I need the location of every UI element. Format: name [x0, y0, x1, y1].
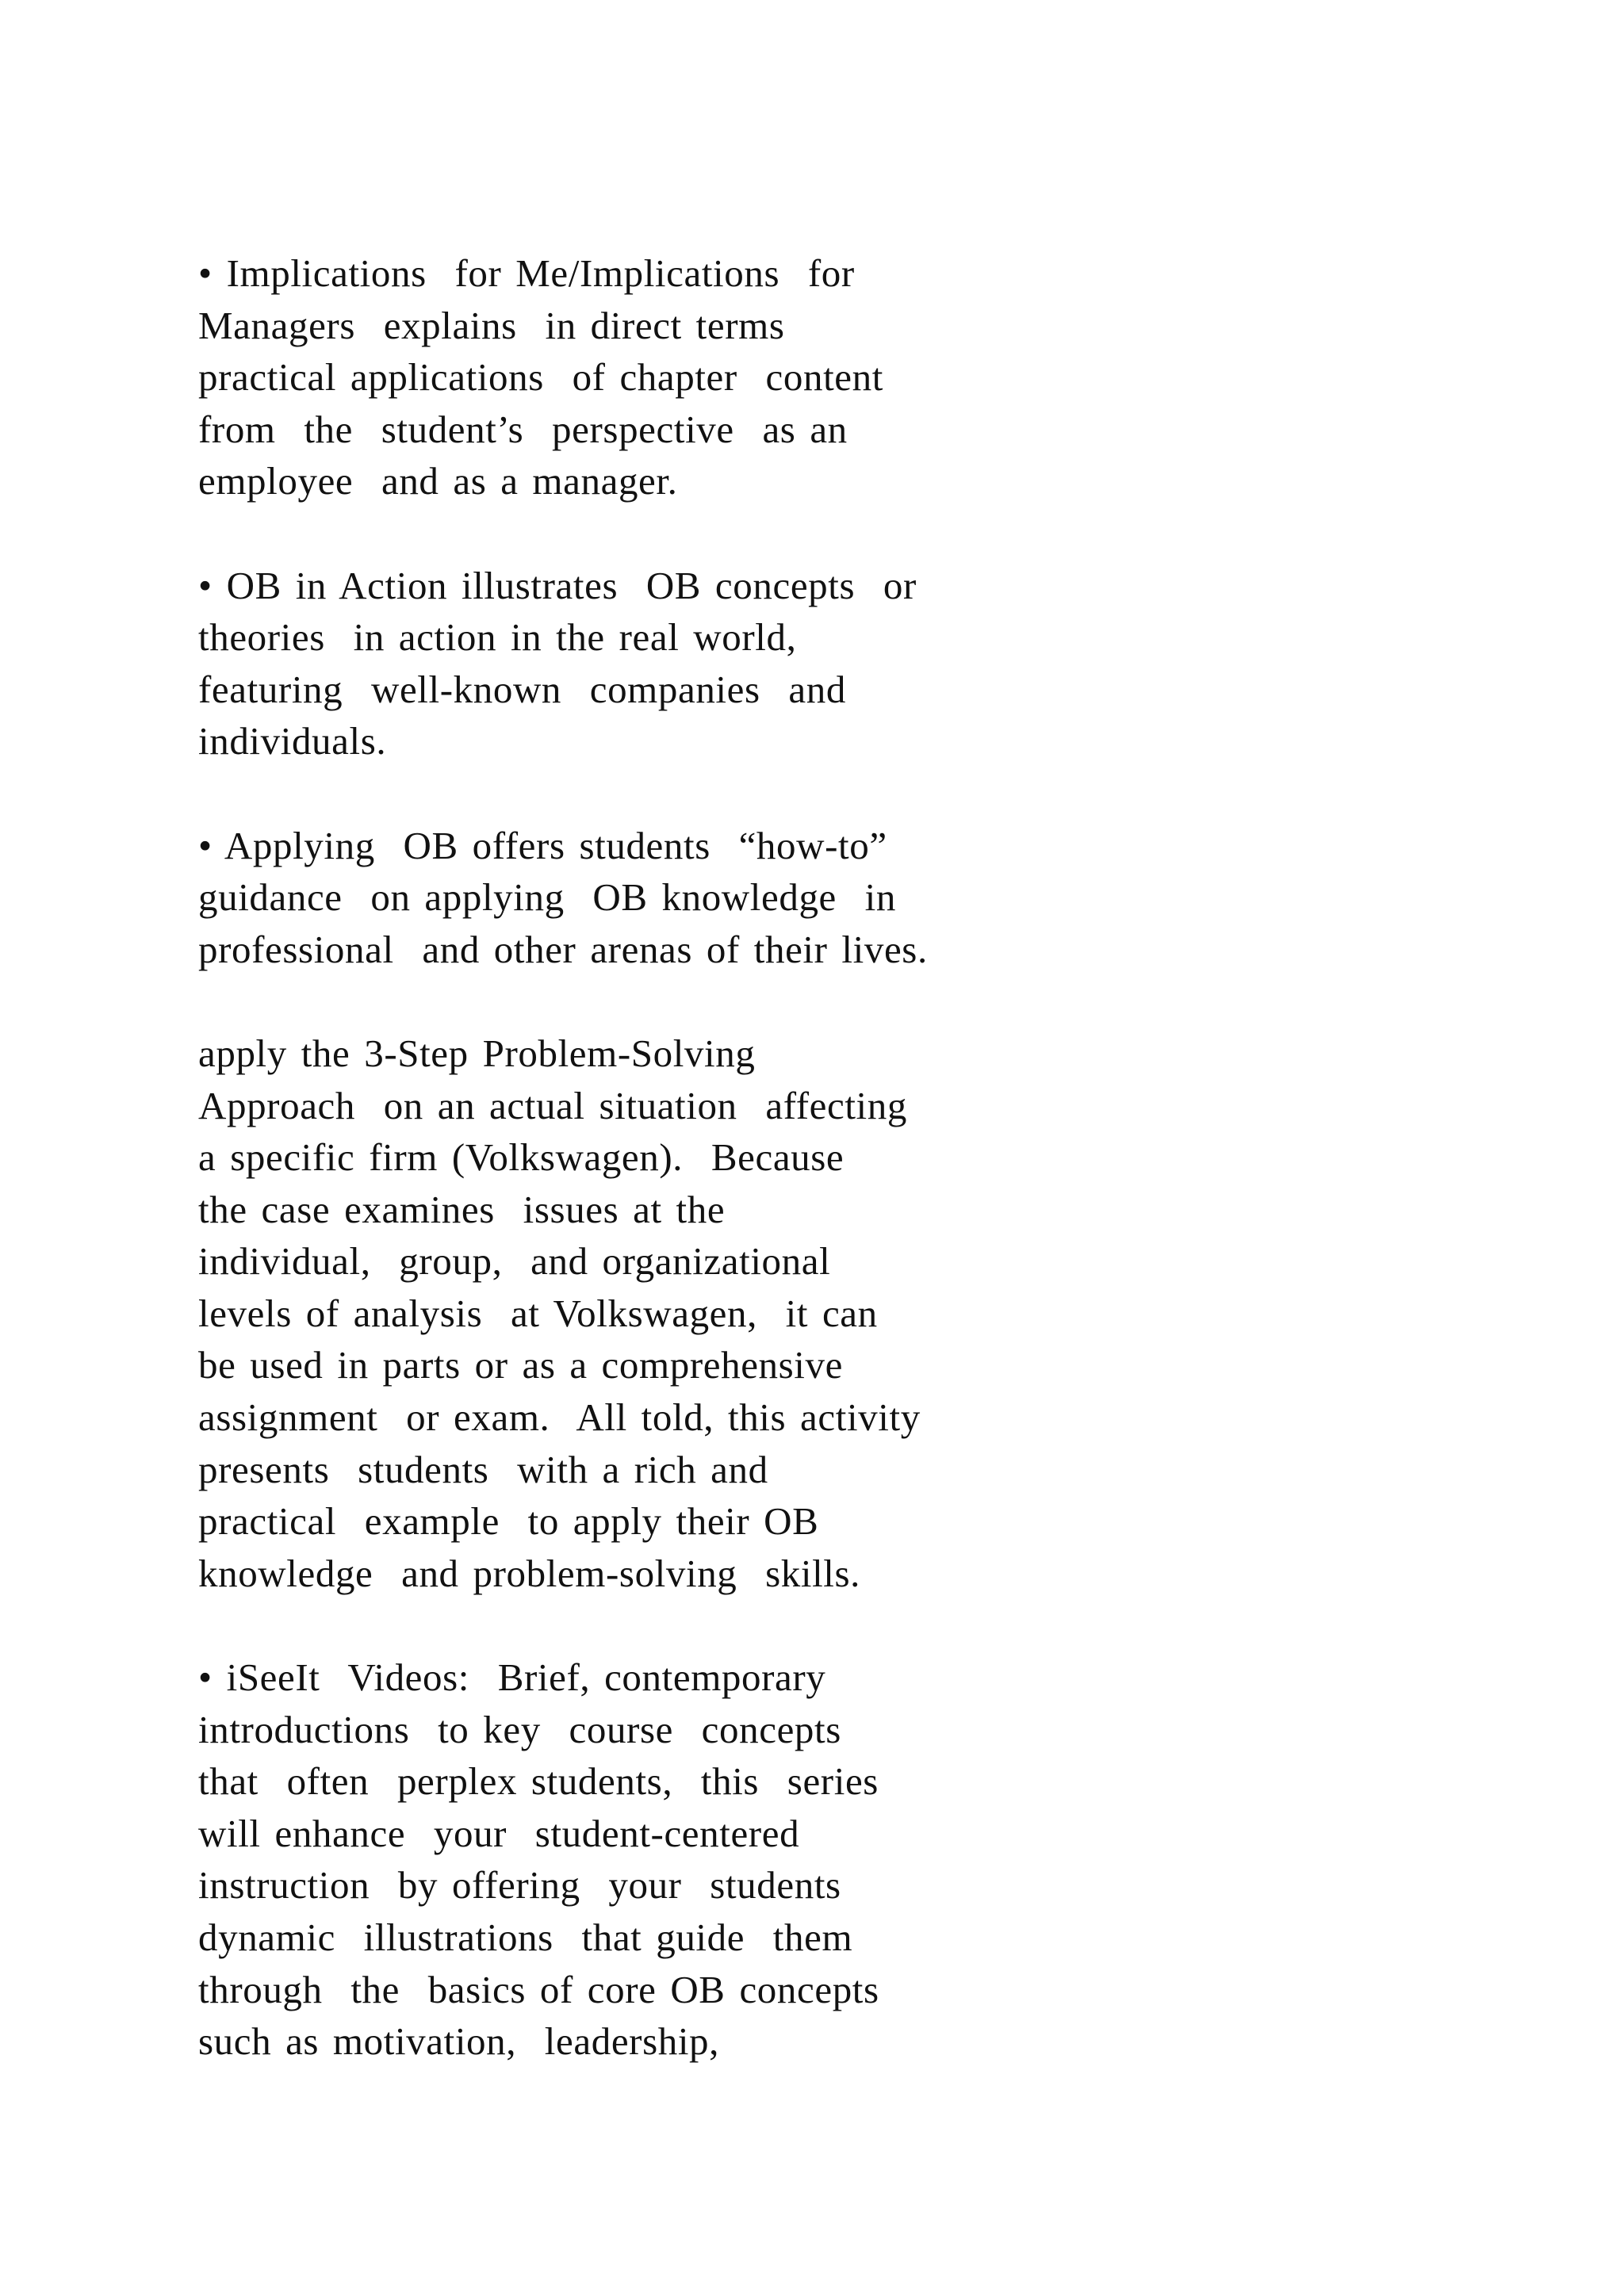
text-line: individual, group, and organizational [198, 1239, 831, 1284]
text-line: be used in parts or as a comprehensive [198, 1343, 843, 1387]
text-line: the case examines issues at the [198, 1187, 726, 1231]
text-line: levels of analysis at Volkswagen, it can [198, 1291, 878, 1335]
text-line: through the basics of core OB concepts [198, 1967, 879, 2011]
text-line: • Applying OB offers students “how-to” [198, 823, 887, 867]
text-line: dynamic illustrations that guide them [198, 1915, 853, 1959]
text-line: instruction by offering your students [198, 1863, 841, 1908]
paragraph-problem-solving [198, 1027, 1388, 1600]
text-line: guidance on applying OB knowledge in [198, 875, 896, 920]
text-line: • iSeeIt Videos: Brief, contemporary [198, 1655, 826, 1700]
text-line: presents students with a rich and [198, 1447, 768, 1491]
text-line: that often perplex students, this series [198, 1759, 879, 1804]
text-line: apply the 3-Step Problem-Solving [198, 1031, 756, 1075]
text-line: featuring well-known companies and [198, 667, 846, 711]
paragraph-iseeit-videos [198, 1651, 1388, 2068]
text-line: such as motivation, leadership, [198, 2019, 720, 2064]
text-line: assignment or exam. All told, this activity [198, 1395, 921, 1440]
paragraph-ob-in-action [198, 560, 1388, 767]
text-line: theories in action in the real world, [198, 615, 797, 660]
paragraph-implications [198, 247, 1388, 507]
document-body [198, 247, 1388, 2119]
text-line: Approach on an actual situation affecting [198, 1083, 907, 1127]
text-line: from the student’s perspective as an [198, 407, 848, 451]
text-line: practical example to apply their OB [198, 1499, 819, 1544]
text-line: a specific firm (Volkswagen). Because [198, 1135, 845, 1180]
text-line: • Implications for Me/Implications for [198, 251, 855, 295]
text-line: practical applications of chapter content [198, 355, 883, 400]
text-line: individuals. [198, 719, 387, 763]
text-line: Managers explains in direct terms [198, 303, 785, 347]
text-line: introductions to key course concepts [198, 1707, 841, 1751]
paragraph-applying-ob [198, 820, 1388, 976]
text-line: will enhance your student-centered [198, 1811, 800, 1855]
text-line: professional and other arenas of their lives. [198, 927, 928, 971]
text-line: • OB in Action illustrates OB concepts or [198, 563, 917, 607]
text-line: employee and as a manager. [198, 459, 678, 503]
text-line: knowledge and problem-solving skills. [198, 1551, 861, 1595]
